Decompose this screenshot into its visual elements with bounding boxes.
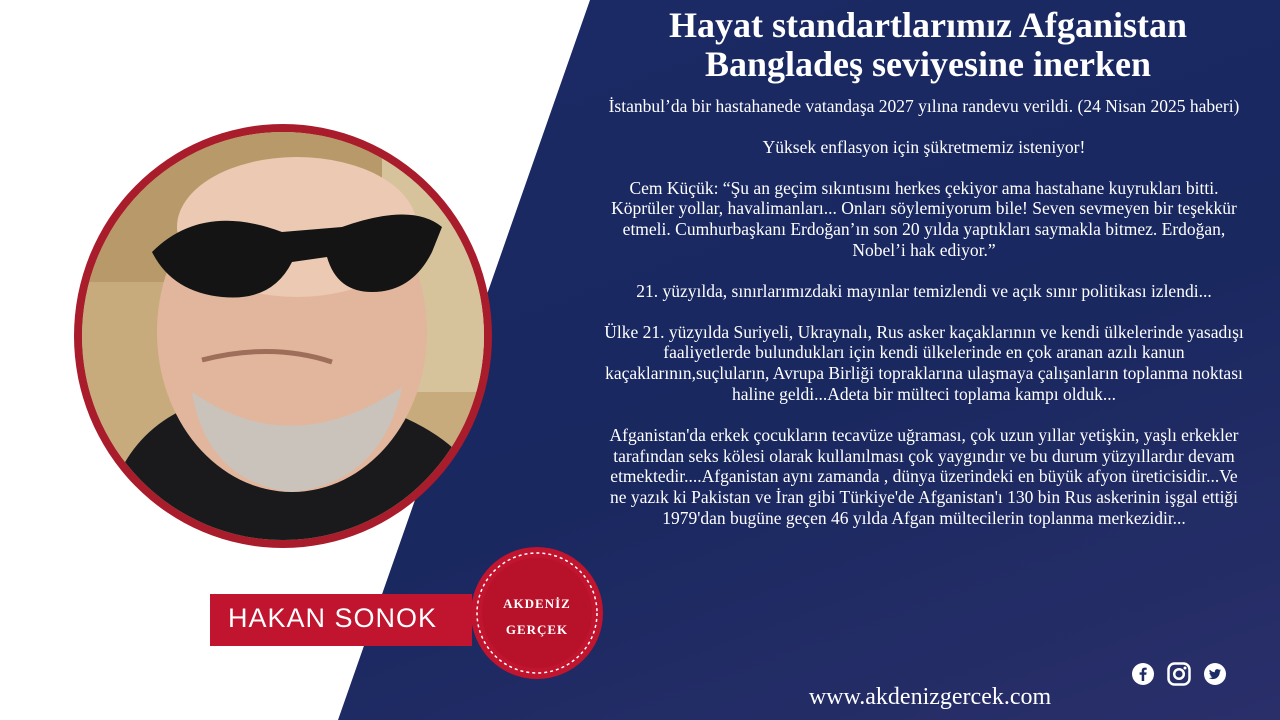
instagram-icon[interactable] [1167, 662, 1191, 686]
seal-line-2: GERÇEK [505, 622, 569, 637]
facebook-icon[interactable] [1131, 662, 1155, 686]
seal-line-1: AKDENİZ [503, 596, 571, 611]
author-photo [82, 132, 484, 540]
headline [588, 6, 1268, 84]
headline-line-1: Hayat standartlarımız Afganistan [669, 5, 1187, 45]
author-name: HAKAN SONOK [228, 603, 438, 633]
paragraph-afghanistan: Afganistan'da erkek çocukların tecavüze uğraması, çok uzun yıllar yetişkin, yaşlı erkekler tarafından seks kölesi olarak kullanılması çok yaygındır ve bu durum yüzyıllardır devam etmektedir....Afganistan aynı zamanda , dünya üzerindeki en büyük afyon üreticisidir...Ve ne yazık ki Pakistan ve İran gibi Türkiye'de Afganistan'ı 130 bin Rus askerinin işgal ettiği 1979'dan bugüne geçen 46 yılda Afgan mültecilerin toplanma merkezidir... [609, 424, 1239, 528]
paragraph-inflation: Yüksek enflasyon için şükretmemiz isteniyor! [762, 136, 1086, 157]
paragraph-refugees: Ülke 21. yüzyılda Suriyeli, Ukraynalı, Rus asker kaçaklarının ve kendi ülkelerinde yasadışı faaliyetlerde bulundukları için kendi ülkelerinde en çok aranan azılı kanun kaçaklarının,suçluların, Avrupa Birliği topraklarına ulaşmaya çalışanların toplanma noktası haline geldi...Adeta bir mülteci toplama kampı olduk... [604, 321, 1244, 404]
article-body [604, 96, 1244, 549]
akdeniz-gercek-logo-seal [470, 546, 604, 680]
paragraph-appointment: İstanbul’da bir hastahanede vatandaşa 2027 yılına randevu verildi. (24 Nisan 2025 haberi) [608, 96, 1240, 116]
paragraph-border: 21. yüzyılda, sınırlarımızdaki mayınlar temizlendi ve açık sınır politikası izlendi... [636, 280, 1212, 301]
twitter-icon[interactable] [1203, 662, 1227, 686]
paragraph-quote: Cem Küçük: “Şu an geçim sıkıntısını herkes çekiyor ama hastahane kuyrukları bitti. Köprüler yollar, havalimanları... Onları söylemiyorum bile! Seven sevmeyen bir teşekkür etmeli. Cumhurbaşkanı Erdoğan’ın son 20 yılda yaptıkları saymakla bitmez. Erdoğan, Nobel’i hak ediyor.” [611, 177, 1237, 260]
headline-line-2: Bangladeş seviyesine inerken [704, 44, 1152, 84]
website-url[interactable]: www.akdenizgercek.com [808, 684, 1052, 710]
